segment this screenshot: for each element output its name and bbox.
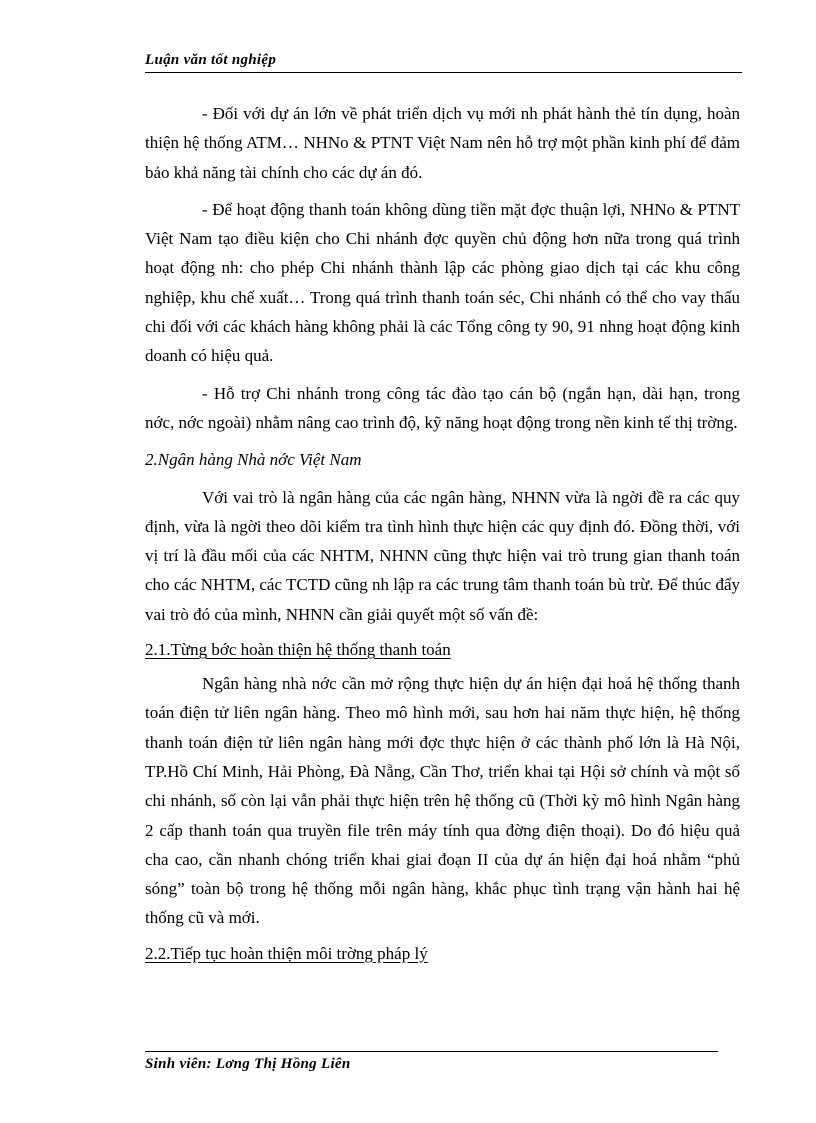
header-title: Luận văn tốt nghiệp [145, 52, 277, 68]
paragraph-state-bank-role: Với vai trò là ngân hàng của các ngân hàng, NHNN vừa là ngời đề ra các quy định, vừa là ngời theo dõi kiểm tra tình hình thực hiện các quy định đó. Đồng thời, với vị trí là đầu mối của các NHTM, NHNN cũng thực hiện vai trò trung gian thanh toán cho các NHTM, các TCTD cũng nh lập ra các trung tâm thanh toán bù trừ. Để thúc đẩy vai trò đó của mình, NHNN cần giải quyết một số vấn đề: [145, 487, 740, 624]
page-footer [145, 1051, 718, 1082]
paragraph-payment-system: Ngân hàng nhà nớc cần mở rộng thực hiện dự án hiện đại hoá hệ thống thanh toán điện tử liên ngân hàng. Theo mô hình mới, sau hơn hai năm thực hiện, hệ thống thanh toán điện tử liên ngân hàng mới đợc thực hiện ở các thành phố lớn là Hà Nội, TP.Hồ Chí Minh, Hải Phòng, Đà Nẵng, Cần Thơ, triển khai tại Hội sở chính và một số chi nhánh, số còn lại vẫn phải thực hiện trên hệ thống cũ (Thời kỳ mô hình Ngân hàng 2 cấp thanh toán qua truyền file trên máy tính qua đờng điện thoại). Do đó hiệu quả cha cao, cần nhanh chóng triển khai giai đoạn II của dự án hiện đại hoá nhằm “phủ sóng” toàn bộ trong hệ thống mỗi ngân hàng, khắc phục tình trạng vận hành hai hệ thống cũ và mới. [145, 674, 740, 928]
subsection-title-payment-system: 2.1.Từng bớc hoàn thiện hệ thống thanh toán [145, 640, 451, 660]
paragraph-cashless-payment: - Để hoạt động thanh toán không dùng tiền mặt đợc thuận lợi, NHNo & PTNT Việt Nam tạo điều kiện cho Chi nhánh đợc quyền chủ động hơn nữa trong quá trình hoạt động nh: cho phép Chi nhánh thành lập các phòng giao dịch tại các khu công nghiệp, khu chế xuất… Trong quá trình thanh toán séc, Chi nhánh có thể cho vay thấu chi đối với các khách hàng không phải là các Tổng công ty 90, 91 nhng hoạt động kinh doanh có hiệu quả. [145, 199, 740, 366]
section-title-state-bank: 2.Ngân hàng Nhà nớc Việt Nam [145, 450, 362, 470]
footer-author: Sinh viên: Lơng Thị Hồng Liên [145, 1056, 351, 1072]
paragraph-staff-training: - Hỗ trợ Chi nhánh trong công tác đào tạo cán bộ (ngắn hạn, dài hạn, trong nớc, nớc ngoài) nhằm nâng cao trình độ, kỹ năng hoạt động trong nền kinh tế thị trờng. [145, 383, 740, 432]
page-header [145, 52, 742, 73]
paragraph-support-projects: - Đối với dự án lớn về phát triển dịch vụ mới nh phát hành thẻ tín dụng, hoàn thiện hệ thống ATM… NHNo & PTNT Việt Nam nên hỗ trợ một phần kinh phí để đảm bảo khả năng tài chính cho các dự án đó. [145, 104, 740, 182]
document-body [145, 99, 740, 973]
subsection-title-legal-environment: 2.2.Tiếp tục hoàn thiện môi trờng pháp lý [145, 943, 428, 963]
